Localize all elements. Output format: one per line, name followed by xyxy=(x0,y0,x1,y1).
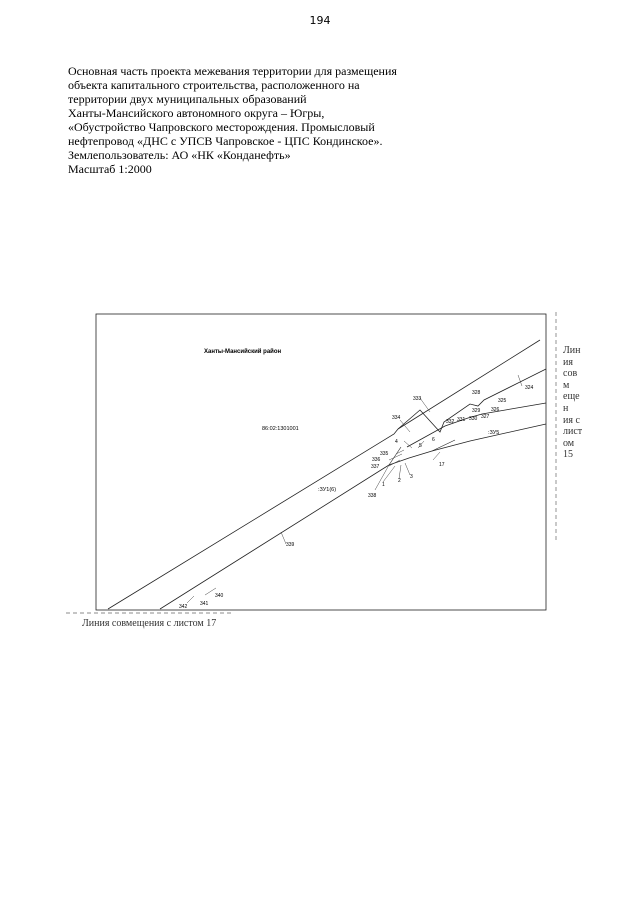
side-note-line: ом xyxy=(563,437,575,449)
corridor-lower-boundary xyxy=(160,424,546,609)
heading-line: «Обустройство Чапровского месторождения. Промысловый xyxy=(68,120,375,134)
side-note-line: Лин xyxy=(563,345,581,356)
side-note-line: ещен xyxy=(563,391,580,414)
side-match-line-label xyxy=(563,345,583,461)
leader-line xyxy=(518,375,522,386)
leader-line xyxy=(187,596,194,603)
point-label: 329 xyxy=(472,408,481,414)
bottom-match-line-label: Линия совмещения с листом 17 xyxy=(82,618,217,629)
point-label: 333 xyxy=(413,396,422,402)
point-label: 327 xyxy=(481,414,490,420)
point-label: 332 xyxy=(446,419,455,425)
point-label: 324 xyxy=(525,385,534,391)
leader-line xyxy=(396,450,404,454)
leader-line xyxy=(420,398,430,412)
scale-line: Масштаб 1:2000 xyxy=(68,162,152,176)
heading-line: Ханты-Мансийского автономного округа – Югры, xyxy=(68,106,325,120)
point-label: 337 xyxy=(371,464,380,470)
corridor-upper-boundary xyxy=(108,429,398,609)
side-note-line: 15 xyxy=(563,449,573,461)
parcel-zu1-label: :ЗУ1(6) xyxy=(318,487,337,493)
point-label: 340 xyxy=(215,593,224,599)
leader-line xyxy=(433,452,440,460)
point-label: 326 xyxy=(491,407,500,413)
point-label: 331 xyxy=(457,417,466,423)
point-label: 325 xyxy=(498,398,507,404)
heading-line: территории двух муниципальных образований xyxy=(68,92,307,106)
heading-line: Землепользователь: АО «НК «Конданефть» xyxy=(68,148,291,162)
heading-line: Основная часть проекта межевания территории для размещения xyxy=(68,64,397,78)
point-labels xyxy=(179,385,534,610)
point-label: 1 xyxy=(382,482,385,488)
side-note-line: совм xyxy=(563,368,578,391)
heading-line: объекта капитального строительства, расположенного на xyxy=(68,78,360,92)
point-label: 341 xyxy=(200,601,209,607)
heading-line: нефтепровод «ДНС с УПСВ Чапровское - ЦПС Кондинское». xyxy=(68,134,383,148)
point-label: 338 xyxy=(368,493,377,499)
parcel-zu5-label: :ЗУ5 xyxy=(488,430,500,436)
point-label: 2 xyxy=(398,478,401,484)
point-label: 335 xyxy=(380,451,389,457)
point-label: 328 xyxy=(472,390,481,396)
point-label: 339 xyxy=(286,542,295,548)
corridor-link-337 xyxy=(389,447,401,465)
page-number: 194 xyxy=(309,14,331,27)
point-label: 6 xyxy=(432,437,435,443)
map-frame xyxy=(96,314,546,610)
point-label: 342 xyxy=(179,604,188,610)
side-note-line: ия с xyxy=(563,414,580,426)
leader-line xyxy=(383,466,395,482)
point-label: 330 xyxy=(469,416,478,422)
point-label: 4 xyxy=(395,439,398,445)
point-label: 5 xyxy=(419,443,422,449)
leader-line xyxy=(399,465,401,479)
point-label: 17 xyxy=(439,462,445,468)
point-label: 336 xyxy=(372,457,381,463)
cadastral-block-label: 86:02:1301001 xyxy=(262,426,299,432)
side-note-line: лист xyxy=(563,426,583,438)
point-label: 3 xyxy=(410,474,413,480)
point-label: 334 xyxy=(392,415,401,421)
side-note-line: ия xyxy=(563,356,573,368)
district-label: Ханты-Мансийский район xyxy=(204,349,282,355)
